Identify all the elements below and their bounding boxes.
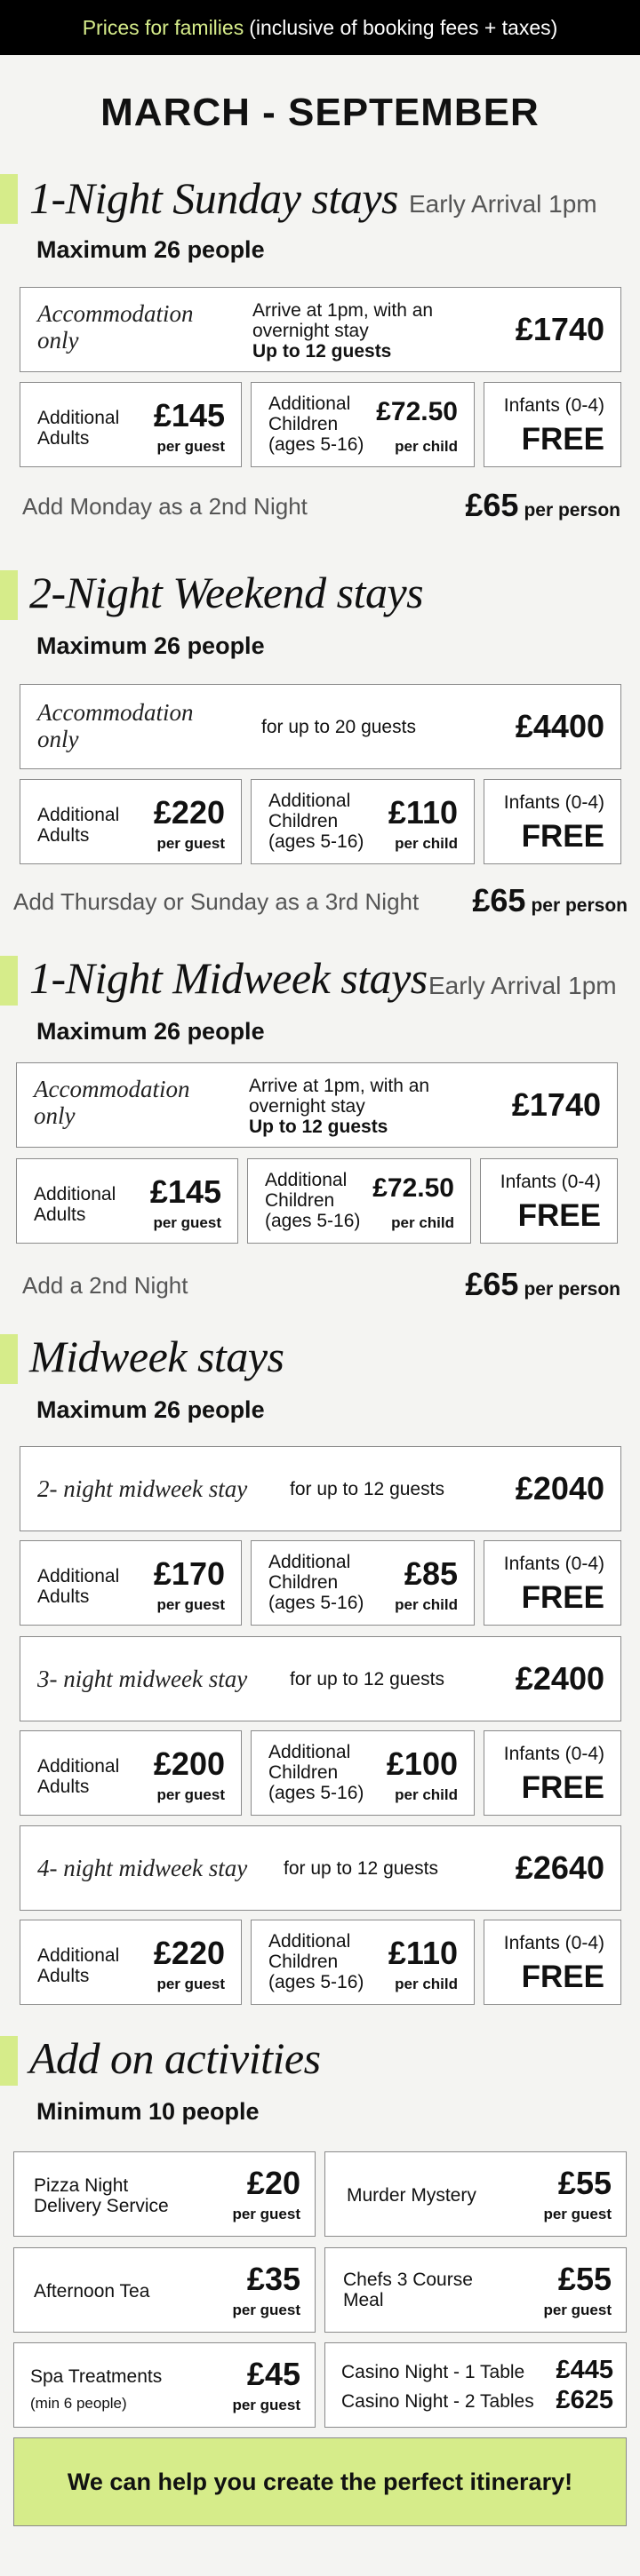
stay-price: £2400 <box>515 1660 604 1697</box>
stay-price: £2640 <box>515 1849 604 1886</box>
per-guest-label: per guest <box>156 1976 225 1992</box>
per-guest-label: per guest <box>232 2206 300 2222</box>
capacity-note: Minimum 10 people <box>36 2098 260 2125</box>
stay-price: £1740 <box>515 311 604 347</box>
guest-limit: for up to 12 guests <box>290 1669 444 1690</box>
adult-price: £220 <box>153 794 225 831</box>
activity-note: (min 6 people) <box>30 2395 127 2412</box>
free-label: FREE <box>521 819 604 854</box>
per-guest-label: per guest <box>153 1214 221 1231</box>
additional-adults-card <box>20 779 242 864</box>
additional-children-label: Additional Children (ages 5-16) <box>268 1552 364 1613</box>
casino-1-table-label: Casino Night - 1 Table <box>341 2362 525 2382</box>
infants-label: Infants (0-4) <box>503 395 604 416</box>
additional-adults-card <box>20 1920 242 2005</box>
top-banner <box>0 0 640 55</box>
stay-price-card <box>20 287 621 372</box>
additional-adults-label: Additional Adults <box>37 805 120 846</box>
activity-card-pizza <box>13 2151 316 2237</box>
addon-price-value: £65 <box>465 487 519 523</box>
itinerary-cta-banner[interactable]: We can help you create the perfect itinerary! <box>13 2437 627 2526</box>
capacity-note: Maximum 26 people <box>36 1396 265 1423</box>
adult-price: £145 <box>153 397 225 433</box>
addon-night-price <box>465 1266 620 1303</box>
infants-label: Infants (0-4) <box>500 1172 601 1192</box>
guest-limit: for up to 12 guests <box>290 1479 444 1499</box>
activity-name-line-2: Delivery Service <box>34 2196 169 2216</box>
activity-name: Murder Mystery <box>347 2185 476 2206</box>
per-guest-label: per guest <box>156 835 225 852</box>
per-guest-label: per guest <box>232 2302 300 2318</box>
free-label: FREE <box>521 1960 604 1994</box>
per-guest-label: per guest <box>543 2302 612 2318</box>
child-price: £85 <box>404 1555 458 1592</box>
accent-bar <box>0 2036 18 2086</box>
infants-card <box>484 1920 621 2005</box>
addon-night-label: Add Thursday or Sunday as a 3rd Night <box>13 888 420 915</box>
additional-adults-card <box>16 1158 238 1244</box>
activity-price: £45 <box>246 2356 300 2392</box>
per-child-label: per child <box>391 1214 454 1231</box>
additional-adults-label: Additional Adults <box>37 408 120 449</box>
stay-price: £1740 <box>511 1086 601 1123</box>
stay-name: 2- night midweek stay <box>37 1475 248 1502</box>
activity-name-line-1: Pizza Night <box>34 2175 129 2196</box>
additional-children-label: Additional Children (ages 5-16) <box>268 791 364 852</box>
additional-children-card <box>251 1730 475 1816</box>
per-guest-label: per guest <box>156 438 225 455</box>
additional-children-label: Additional Children (ages 5-16) <box>268 1742 364 1803</box>
guest-limit: Up to 12 guests <box>249 1117 388 1137</box>
per-child-label: per child <box>395 1976 458 1992</box>
per-guest-label: per guest <box>156 1786 225 1803</box>
addon-night-label: Add a 2nd Night <box>22 1272 188 1299</box>
casino-1-table-price: £445 <box>556 2356 613 2384</box>
infants-card <box>484 779 621 864</box>
child-price: £110 <box>388 1935 458 1971</box>
per-child-label: per child <box>395 835 458 852</box>
free-label: FREE <box>521 1770 604 1805</box>
section-title: 1-Night Sunday stays <box>29 173 398 223</box>
free-label: FREE <box>517 1198 601 1233</box>
midweek-stay-card <box>20 1446 621 1531</box>
section-title: Midweek stays <box>29 1332 284 1381</box>
activity-price: £20 <box>246 2165 300 2201</box>
infants-card <box>480 1158 618 1244</box>
section-subtitle: Early Arrival 1pm <box>428 972 617 999</box>
additional-children-label: Additional Children (ages 5-16) <box>268 394 364 455</box>
stay-price: £4400 <box>515 708 604 744</box>
addon-night-price <box>472 882 628 919</box>
additional-children-label: Additional Children (ages 5-16) <box>268 1931 364 1992</box>
infants-label: Infants (0-4) <box>503 1933 604 1953</box>
infants-card <box>484 1540 621 1626</box>
child-price: £100 <box>386 1745 458 1782</box>
per-child-label: per child <box>395 1596 458 1613</box>
activity-price: £55 <box>557 2261 612 2297</box>
guest-limit: for up to 20 guests <box>261 717 416 737</box>
infants-label: Infants (0-4) <box>503 792 604 813</box>
activity-name-line-2: Meal <box>343 2290 384 2310</box>
arrival-line-1: Arrive at 1pm, with an <box>249 1076 430 1096</box>
guest-limit: Up to 12 guests <box>252 341 392 362</box>
section-title: 1-Night Midweek stays <box>29 953 428 1003</box>
casino-2-tables-label: Casino Night - 2 Tables <box>341 2391 534 2412</box>
adult-price: £145 <box>149 1173 221 1210</box>
activity-name: Afternoon Tea <box>34 2281 150 2302</box>
addon-night-label: Add Monday as a 2nd Night <box>22 493 308 520</box>
arrival-line-2: overnight stay <box>249 1096 365 1117</box>
adult-price: £220 <box>153 1935 225 1971</box>
addon-night-price <box>465 487 620 524</box>
child-price: £110 <box>388 794 458 831</box>
per-child-label: per child <box>395 1786 458 1803</box>
accommodation-only-label: Accommodation only <box>34 1076 190 1129</box>
accent-bar <box>0 174 18 224</box>
additional-adults-card <box>20 1540 242 1626</box>
capacity-note: Maximum 26 people <box>36 236 265 263</box>
guest-limit: for up to 12 guests <box>284 1858 438 1879</box>
stay-price-card <box>20 684 621 769</box>
addon-price-value: £65 <box>472 882 526 918</box>
arrival-line-1: Arrive at 1pm, with an <box>252 300 434 321</box>
casino-2-tables-price: £625 <box>556 2386 613 2414</box>
child-price: £72.50 <box>376 397 458 426</box>
per-person-label: per person <box>524 500 620 521</box>
adult-price: £200 <box>153 1745 225 1782</box>
activity-card-afternoon-tea <box>13 2247 316 2333</box>
stay-name: 4- night midweek stay <box>37 1855 248 1881</box>
capacity-note: Maximum 26 people <box>36 632 265 659</box>
accent-bar <box>0 1334 18 1384</box>
midweek-stay-card <box>20 1825 621 1911</box>
additional-children-label: Additional Children (ages 5-16) <box>265 1170 361 1231</box>
accent-bar <box>0 570 18 620</box>
banner-highlight: Prices for families <box>82 15 244 39</box>
stay-price-card <box>16 1062 618 1148</box>
additional-adults-label: Additional Adults <box>37 1945 120 1986</box>
infants-card <box>484 1730 621 1816</box>
additional-adults-card <box>20 1730 242 1816</box>
banner-text: (inclusive of booking fees + taxes) <box>249 15 558 39</box>
additional-children-card <box>251 382 475 467</box>
accommodation-only-label: Accommodation only <box>37 699 194 752</box>
stay-name: 3- night midweek stay <box>37 1666 248 1692</box>
accent-bar <box>0 956 18 1006</box>
infants-label: Infants (0-4) <box>503 1554 604 1574</box>
activity-price: £35 <box>246 2261 300 2297</box>
activity-card-casino <box>324 2342 627 2428</box>
activity-price: £55 <box>557 2165 612 2201</box>
additional-children-card <box>251 1540 475 1626</box>
per-guest-label: per guest <box>543 2206 612 2222</box>
per-guest-label: per guest <box>156 1596 225 1613</box>
section-title: Add on activities <box>29 2033 321 2083</box>
free-label: FREE <box>521 1580 604 1615</box>
addon-price-value: £65 <box>465 1266 519 1302</box>
activity-card-chefs-meal <box>324 2247 627 2333</box>
season-heading: MARCH - SEPTEMBER <box>100 91 540 134</box>
arrival-line-2: overnight stay <box>252 321 369 341</box>
additional-adults-label: Additional Adults <box>37 1756 120 1797</box>
stay-price: £2040 <box>515 1470 604 1507</box>
infants-card <box>484 382 621 467</box>
additional-adults-card <box>20 382 242 467</box>
child-price: £72.50 <box>372 1173 454 1203</box>
additional-children-card <box>251 779 475 864</box>
section-subtitle: Early Arrival 1pm <box>409 190 597 218</box>
infants-label: Infants (0-4) <box>503 1744 604 1764</box>
activity-name: Spa Treatments <box>30 2366 163 2387</box>
additional-adults-label: Additional Adults <box>37 1566 120 1607</box>
additional-children-card <box>251 1920 475 2005</box>
per-person-label: per person <box>531 895 628 916</box>
additional-adults-label: Additional Adults <box>34 1184 116 1225</box>
activity-name-line-1: Chefs 3 Course <box>343 2270 473 2290</box>
midweek-stay-card <box>20 1636 621 1721</box>
accommodation-only-label: Accommodation only <box>37 300 194 354</box>
per-guest-label: per guest <box>232 2397 300 2413</box>
free-label: FREE <box>521 422 604 457</box>
per-person-label: per person <box>524 1279 620 1300</box>
activity-card-murder-mystery <box>324 2151 627 2237</box>
section-title: 2-Night Weekend stays <box>29 568 424 617</box>
adult-price: £170 <box>153 1555 225 1592</box>
activity-card-spa <box>13 2342 316 2428</box>
per-child-label: per child <box>395 438 458 455</box>
capacity-note: Maximum 26 people <box>36 1018 265 1045</box>
additional-children-card <box>247 1158 471 1244</box>
